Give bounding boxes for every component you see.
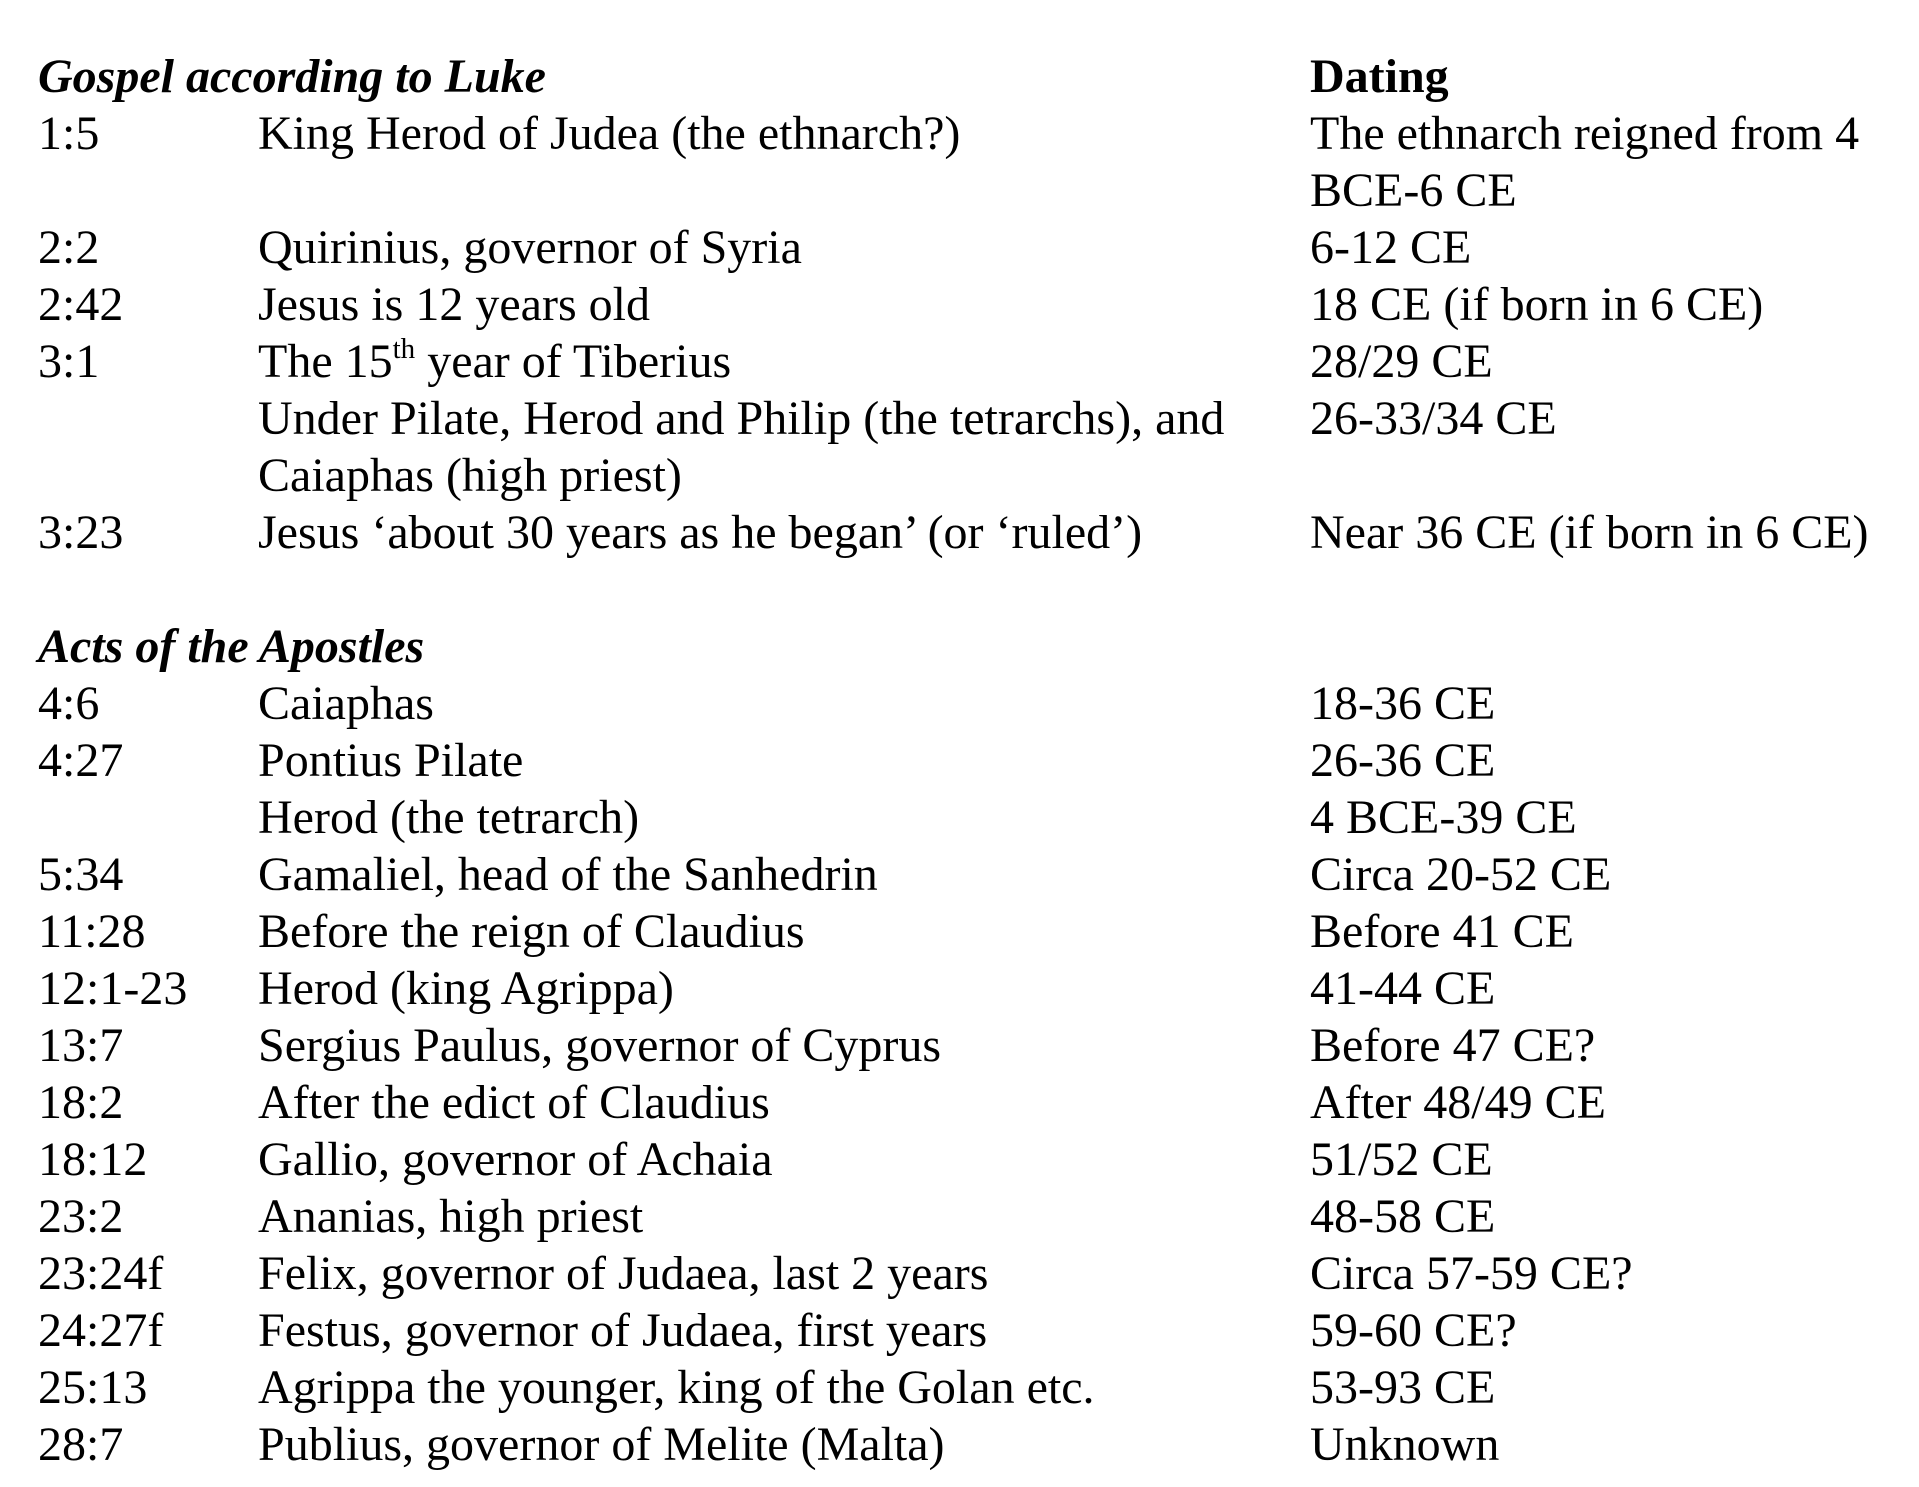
description: King Herod of Judea (the ethnarch?)	[258, 107, 961, 160]
dating: Near 36 CE (if born in 6 CE)	[1310, 506, 1869, 559]
table-row	[0, 1017, 1919, 1074]
table-row	[0, 1074, 1919, 1131]
table-row	[0, 1188, 1919, 1245]
dating: Circa 20-52 CE	[1310, 848, 1612, 901]
dating: 18-36 CE	[1310, 677, 1496, 730]
acts-section-title: Acts of the Apostles	[38, 620, 425, 673]
table-row	[0, 1359, 1919, 1416]
dating: 48-58 CE	[1310, 1190, 1496, 1243]
dating: 53-93 CE	[1310, 1361, 1496, 1414]
table-row	[0, 162, 1919, 219]
dating: 51/52 CE	[1310, 1133, 1493, 1186]
description: Caiaphas (high priest)	[258, 449, 682, 502]
description: Jesus ‘about 30 years as he began’ (or ‘ruled’)	[258, 506, 1143, 559]
reference: 24:27f	[38, 1304, 164, 1357]
description-text: The 15	[258, 335, 393, 388]
description: After the edict of Claudius	[258, 1076, 770, 1129]
table-row	[0, 903, 1919, 960]
dating: Circa 57-59 CE?	[1310, 1247, 1633, 1300]
description: Before the reign of Claudius	[258, 905, 805, 958]
description: Gamaliel, head of the Sanhedrin	[258, 848, 878, 901]
table-row	[0, 219, 1919, 276]
dating: BCE-6 CE	[1310, 164, 1517, 217]
description: Sergius Paulus, governor of Cyprus	[258, 1019, 942, 1072]
dating-column-header: Dating	[1310, 50, 1449, 103]
description: Herod (king Agrippa)	[258, 962, 674, 1015]
table-row	[0, 276, 1919, 333]
description: Ananias, high priest	[258, 1190, 644, 1243]
reference: 2:2	[38, 221, 100, 274]
description: Pontius Pilate	[258, 734, 524, 787]
acts-header-row	[0, 618, 1919, 675]
dating: The ethnarch reigned from 4	[1310, 107, 1860, 160]
reference: 5:34	[38, 848, 124, 901]
description: Under Pilate, Herod and Philip (the tetrarchs), and	[258, 392, 1225, 445]
reference: 3:23	[38, 506, 124, 559]
reference: 23:2	[38, 1190, 124, 1243]
dating: 26-36 CE	[1310, 734, 1496, 787]
table-row	[0, 333, 1919, 390]
dating: Before 41 CE	[1310, 905, 1574, 958]
description: Gallio, governor of Achaia	[258, 1133, 773, 1186]
dating: 41-44 CE	[1310, 962, 1496, 1015]
reference: 18:2	[38, 1076, 124, 1129]
reference: 3:1	[38, 335, 100, 388]
luke-header-row	[0, 48, 1919, 105]
reference: 25:13	[38, 1361, 148, 1414]
dating: 59-60 CE?	[1310, 1304, 1517, 1357]
dating: 26-33/34 CE	[1310, 392, 1557, 445]
dating: Unknown	[1310, 1418, 1500, 1471]
reference: 13:7	[38, 1019, 124, 1072]
reference: 28:7	[38, 1418, 124, 1471]
table-row	[0, 1302, 1919, 1359]
description: Agrippa the younger, king of the Golan etc.	[258, 1361, 1095, 1414]
description: Caiaphas	[258, 677, 434, 730]
table-row	[0, 504, 1919, 561]
table-row	[0, 846, 1919, 903]
table-row	[0, 675, 1919, 732]
table-row	[0, 447, 1919, 504]
table-row	[0, 1131, 1919, 1188]
table-row	[0, 1416, 1919, 1473]
table-row	[0, 789, 1919, 846]
table-row	[0, 105, 1919, 162]
description: Festus, governor of Judaea, first years	[258, 1304, 988, 1357]
dating: 18 CE (if born in 6 CE)	[1310, 278, 1764, 331]
description: Jesus is 12 years old	[258, 278, 650, 331]
table-row	[0, 732, 1919, 789]
description: Publius, governor of Melite (Malta)	[258, 1418, 945, 1471]
reference: 4:6	[38, 677, 100, 730]
dating: 28/29 CE	[1310, 335, 1493, 388]
description: Felix, governor of Judaea, last 2 years	[258, 1247, 989, 1300]
reference: 4:27	[38, 734, 124, 787]
luke-section-title: Gospel according to Luke	[38, 50, 546, 103]
table-row	[0, 390, 1919, 447]
description: Quirinius, governor of Syria	[258, 221, 802, 274]
dating: 6-12 CE	[1310, 221, 1472, 274]
reference: 12:1-23	[38, 962, 188, 1015]
description	[258, 333, 731, 390]
reference: 11:28	[38, 905, 146, 958]
reference: 23:24f	[38, 1247, 164, 1300]
table-row	[0, 1245, 1919, 1302]
description-text: year of Tiberius	[415, 335, 732, 388]
dating: Before 47 CE?	[1310, 1019, 1596, 1072]
dating: 4 BCE-39 CE	[1310, 791, 1577, 844]
table-row	[0, 960, 1919, 1017]
reference: 2:42	[38, 278, 124, 331]
reference: 1:5	[38, 107, 100, 160]
dating: After 48/49 CE	[1310, 1076, 1606, 1129]
ordinal-suffix: th	[392, 333, 416, 365]
description: Herod (the tetrarch)	[258, 791, 640, 844]
reference: 18:12	[38, 1133, 148, 1186]
